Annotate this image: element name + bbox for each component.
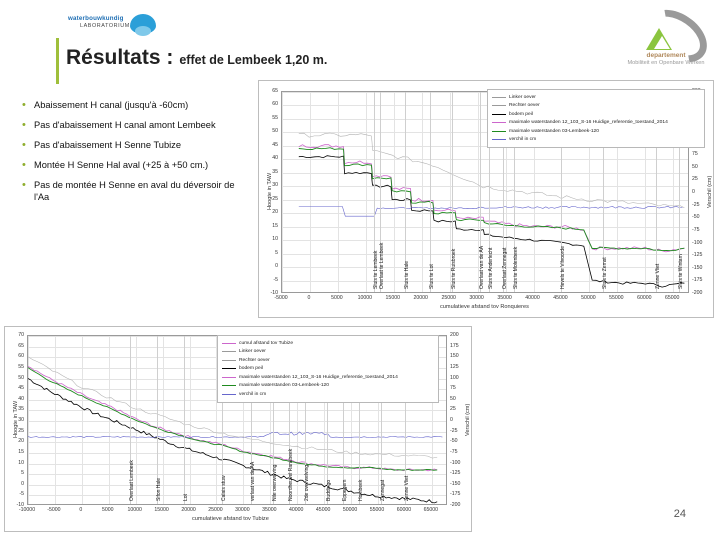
chart-annotation: Sluis te Lembeek [373,250,380,289]
legend-item [492,127,700,136]
x-axis-title: cumulatieve afstand tov Ronquieres [440,304,529,310]
legend-item [222,348,434,357]
legend-item [222,390,434,399]
y-tick-label-left: 30 [18,417,24,423]
x-tick-label: 20000 [181,507,196,513]
x-tick-label: 65000 [423,507,439,513]
chart-annotation: Zenne Vliet [655,263,662,289]
y-tick-label-right: -175 [692,277,703,284]
legend-item [492,102,700,111]
x-tick-label: 55000 [369,507,385,513]
y-tick-label-right: 25 [692,176,698,183]
legend-item [222,365,434,374]
annotation-marker [430,92,431,293]
list-item: • Pas d'abaissement H canal amont Lembeek [18,120,248,132]
y-tick-label-left: 30 [272,182,278,189]
legend-swatch [222,394,236,395]
y-tick-label-right: -200 [450,502,461,508]
chart-annotation: Overlaat te Lembeek [378,242,385,289]
y-tick-label-left: 65 [272,88,278,94]
x-tick-label: 35000 [262,507,277,513]
y-tick-label-right: 25 [450,406,456,413]
legend-item [492,119,700,128]
y-tick-label-right: -25 [450,427,458,434]
legend-swatch [222,368,236,369]
list-item: • Abaissement H canal (jusqu'à -60cm) [18,100,248,112]
y-tick-label-left: 65 [18,342,24,349]
legend-item [222,356,434,365]
chart-annotation: Sluis te Zemst [602,257,609,289]
chart-annotation: Zennegat [379,479,386,501]
y-tick-label-left: 70 [18,332,24,338]
x-tick-label: 35000 [497,295,512,301]
y-tick-label-left: 10 [272,236,278,243]
x-tick-label: 25000 [208,507,223,513]
y-tick-label-left: -5 [273,276,278,283]
legend-label: bodem peil [509,111,533,117]
y-tick-label-left: 40 [18,395,24,402]
legend-label: Rechter oever [509,103,540,109]
y-tick-label-right: 100 [450,374,459,381]
x-tick-label: 55000 [609,295,624,301]
x-tick-label: 15000 [154,507,169,513]
chart-annotation: 2de overwelving [304,464,311,501]
y-tick-label-left: 60 [272,101,278,108]
y-tick-label-left: -10 [270,290,278,296]
x-tick-label: -5000 [274,295,288,301]
legend-swatch [492,139,506,140]
legend-label: maximale waterstanden 03-Lembeek-120 [239,383,329,389]
legend-label: bodem peil [239,366,263,372]
logo-wave-icon [130,14,156,34]
y-tick-label-left: 45 [18,385,24,392]
legend-swatch [492,105,506,106]
chart-annotation: Noordheuvel Ransbeek [288,448,295,501]
y-tick-label-left: 25 [18,427,24,434]
chart-annotation: Overlaat van de AA [479,245,486,289]
y-tick-label-left: 20 [18,438,24,445]
x-tick-label: 45000 [553,295,568,301]
y-tick-label-left: 50 [18,374,24,381]
y-tick-label-right: 150 [450,353,459,360]
y-tick-label-right: -50 [692,214,700,221]
chart-annotation: Sluis te Lot [429,264,436,289]
chart-annotation: verlaat van de AA [250,461,257,501]
x-tick-label: 15000 [385,295,400,301]
y-tick-label-right: 125 [450,363,459,370]
y-tick-label-left: 25 [272,195,278,202]
title-accent-bar [56,38,59,84]
slide-number: 24 [673,508,686,520]
legend-item [492,110,700,119]
x-tick-label: -5000 [47,507,61,513]
y-tick-label-right: 50 [450,395,456,402]
chart-ronquieres-profile [258,80,714,318]
y-tick-label-left: 10 [18,459,24,466]
x-tick-label: 40000 [289,507,304,513]
legend-item [222,373,434,382]
y-tick-label-left: 5 [275,249,278,256]
y-tick-label-right: -100 [450,459,461,466]
chart-legend [217,335,439,403]
legend-label: verchil in cm [239,391,267,397]
y-tick-label-right: -75 [450,448,458,455]
y-tick-label-right: 0 [450,417,453,423]
logo-right-line2: Mobiliteit en Openbare Werken [627,60,705,66]
annotation-marker [184,336,185,505]
list-item: • Montée H Senne Hal aval (+25 à +50 cm.) [18,160,248,172]
y-tick-label-left: 5 [21,470,24,477]
y-tick-label-right: -100 [692,239,703,246]
x-tick-label: 50000 [581,295,596,301]
chart-annotation: Sluis te Molenbeek [512,246,519,289]
y-tick-label-left: 0 [275,263,278,270]
chart-annotation: Sluis te Wintam [677,254,684,289]
y-tick-label-right: -75 [692,226,700,233]
chart-annotation: Overlaat Zennegat [501,247,508,289]
page-title [66,46,327,70]
page-title-sub: effet de Lembeek 1,20 m. [179,53,328,67]
x-tick-label: -10000 [18,507,36,513]
logo-right-line1: departement [646,52,686,59]
chart-annotation: Hevels te Vilvoorde [560,246,567,289]
y-tick-label-left: 15 [18,448,24,455]
x-tick-label: 10000 [127,507,142,513]
x-tick-label: 60000 [396,507,412,513]
list-item: • Pas de montée H Senne en aval du déversoir de l'Aa [18,180,248,203]
y-axis-title-left: Hoogte in TAW [267,172,273,210]
y-tick-label-left: -5 [19,491,24,498]
y-tick-label-left: 55 [272,114,278,121]
y-tick-label-right: -50 [450,438,458,445]
legend-item [492,93,700,102]
departement-mow-logo [620,14,712,70]
chart-annotation: Zenne Vliet [403,475,410,501]
y-tick-label-left: 55 [18,363,24,370]
chart-tubize-profile [4,326,472,532]
y-axis-title-right: Verschil (cm) [707,175,713,208]
legend-swatch [222,385,236,386]
legend-item [222,339,434,348]
legend-label: maximale waterstanden 12_103_S-16 Huidige_referentie_toestand_2014 [239,374,398,380]
y-axis-title-left: Hoogte in TAW [13,400,19,438]
x-tick-label: 50000 [342,507,358,513]
y-tick-label-left: 40 [272,155,278,162]
bullet-list [18,100,248,212]
waterbouwkundig-laboratorium-logo [66,14,162,42]
x-tick-label: 10000 [357,295,373,301]
y-tick-label-right: 75 [450,385,456,392]
y-tick-label-left: 50 [272,128,278,135]
y-tick-label-right: 175 [450,342,459,349]
y-tick-label-right: -200 [692,290,703,296]
x-tick-label: 45000 [315,507,331,513]
chart-annotation: Lot [183,494,190,501]
chart-annotation: Overlaat Lembeek [129,460,136,501]
legend-item [492,136,700,145]
chart-annotation: Sifon Hale [156,477,163,501]
chart-annotation: Sluis te Ruisbroek [451,248,458,289]
legend-swatch [492,122,506,123]
chart-annotation: Sluis te Anderlecht [487,247,494,289]
chart-annotation: Hombeek [358,479,365,501]
y-tick-label-right: -125 [692,252,703,259]
legend-label: maximale waterstanden 12_103_S-16 Huidige_referentie_toestand_2014 [509,120,668,126]
x-tick-label: 25000 [441,295,456,301]
chart-legend [487,89,705,148]
chart-annotation: Eppegem [342,479,348,501]
logo-left-line1: waterbouwkundig [68,15,124,22]
logo-leaf-inner-icon [654,36,670,49]
y-tick-label-left: 35 [272,168,278,175]
y-tick-label-right: -125 [450,470,461,477]
page-title-main: Résultats : [66,46,174,69]
x-tick-label: 30000 [235,507,250,513]
chart-annotation: Buddingo [325,479,332,501]
list-item: • Pas d'abaissement H Senne Tubize [18,140,248,152]
legend-swatch [222,360,236,361]
legend-item [222,382,434,391]
legend-label: Rechter oever [239,357,270,363]
legend-label: Linker oever [239,349,266,355]
legend-swatch [492,131,506,132]
legend-label: cumul afstand tov Tubize [239,340,294,346]
legend-swatch [222,377,236,378]
legend-swatch [492,114,506,115]
y-tick-label-left: 15 [272,222,278,229]
logo-left-line2: LABORATORIUM [80,23,130,29]
x-tick-label: 65000 [665,295,680,301]
x-tick-label: 20000 [413,295,428,301]
legend-label: Linker oever [509,94,536,100]
y-tick-label-left: 60 [18,353,24,360]
legend-label: verchil in cm [509,137,537,143]
y-tick-label-right: -175 [450,491,461,498]
chart-annotation: Nile overwelving [272,464,278,501]
x-tick-label: 5000 [331,295,343,301]
y-tick-label-right: 200 [450,332,459,338]
y-tick-label-right: 50 [692,163,698,170]
y-tick-label-right: -150 [692,264,703,271]
y-tick-label-left: 35 [18,406,24,413]
x-tick-label: 5000 [101,507,114,513]
chart-annotation: Calais stuw [220,475,227,501]
chart-annotation: Sluis te Hale [403,260,410,289]
y-tick-label-right: 0 [692,189,695,195]
y-tick-label-left: 45 [272,141,278,148]
x-tick-label: 30000 [469,295,484,301]
y-axis-title-right: Verschil (cm) [465,403,471,436]
legend-swatch [222,351,236,352]
y-tick-label-left: 0 [21,480,24,487]
y-tick-label-left: 20 [272,209,278,216]
y-tick-label-left: -10 [16,502,24,508]
y-tick-label-right: 75 [692,151,698,158]
x-tick-label: 40000 [525,295,540,301]
legend-swatch [492,97,506,98]
x-tick-label: 0 [307,295,311,301]
y-tick-label-right: -25 [692,201,700,208]
x-axis-title: cumulatieve afstand tov Tubize [192,516,269,522]
y-tick-label-right: -150 [450,480,461,487]
x-tick-label: 0 [79,507,83,513]
x-tick-label: 60000 [637,295,652,301]
legend-swatch [222,343,236,344]
legend-label: maximale waterstanden 03-Lembeek-120 [509,128,599,134]
